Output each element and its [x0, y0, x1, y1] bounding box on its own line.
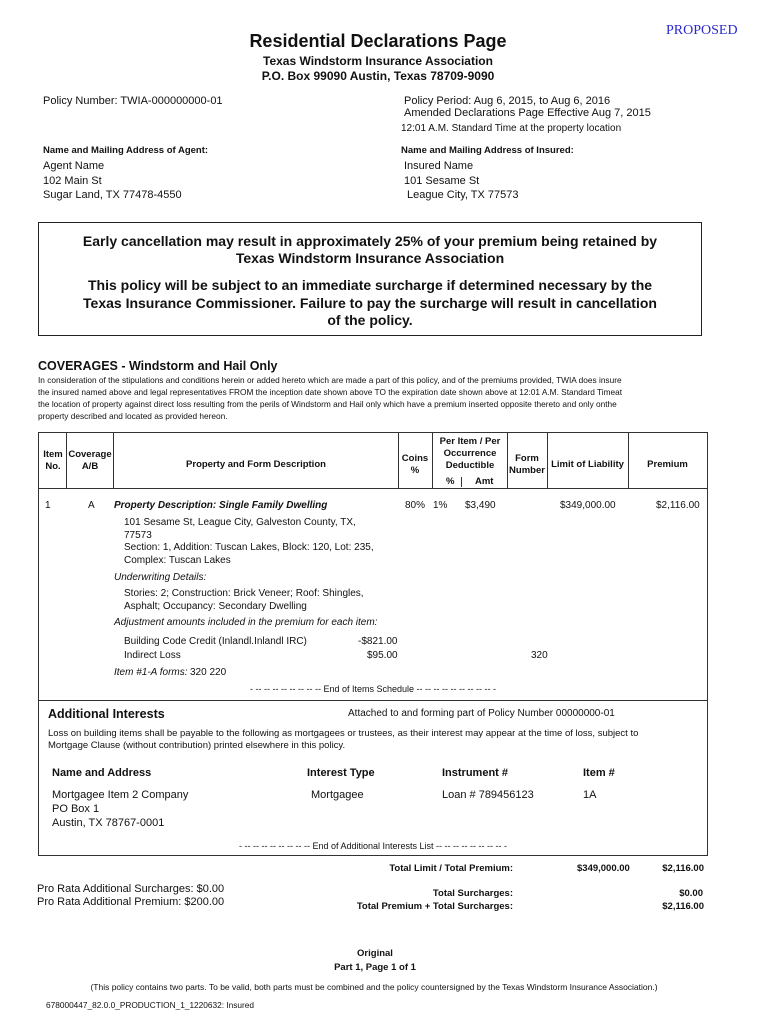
th-item-no: Item No.	[43, 449, 63, 472]
th-limit: Limit of Liability	[551, 459, 624, 470]
pro-rata-surcharges: Pro Rata Additional Surcharges: $0.00	[37, 883, 225, 895]
coverages-para-line: the insured named above and legal representatives FROM the inception date shown above TO the expiration date shown above at 12:01 A.M. Standard Timeat	[38, 387, 623, 397]
interests-top-rule	[38, 700, 708, 701]
table-right-rule	[707, 432, 708, 856]
page-title: Residential Declarations Page	[249, 31, 507, 51]
amended-date: Amended Declarations Page Effective Aug 7, 2015	[404, 107, 651, 119]
th-form-number: Form Number	[509, 453, 545, 476]
warning-line-5: of the policy.	[327, 312, 413, 328]
uw-heading: Underwriting Details:	[114, 572, 207, 583]
item-forms-label: Item #1-A forms:	[114, 667, 188, 678]
end-of-items: - -- -- -- -- -- -- -- -- End of Items Schedule -- -- -- -- -- -- -- -- -- -	[250, 684, 496, 694]
warning-line-3: This policy will be subject to an immediate surcharge if determined necessary by the	[87, 277, 653, 293]
interests-attached: Attached to and forming part of Policy Number 00000000-01	[348, 708, 615, 719]
agent-street: 102 Main St	[43, 175, 102, 187]
item-coverage: A	[88, 500, 95, 511]
item-address-line: 77573	[124, 530, 152, 541]
item-address-line: 101 Sesame St, League City, Galveston County, TX,	[124, 517, 356, 528]
insured-city: League City, TX 77573	[407, 189, 519, 201]
uw-line: Asphalt; Occupancy: Secondary Dwelling	[124, 601, 307, 612]
adj2-label: Indirect Loss	[124, 650, 181, 661]
footer-page: Part 1, Page 1 of 1	[334, 962, 416, 973]
insured-street: 101 Sesame St	[404, 175, 480, 187]
adj1-amount: -$821.00	[358, 636, 398, 647]
adj2-amount: $95.00	[367, 650, 398, 661]
item-premium: $2,116.00	[656, 500, 700, 511]
adj1-label: Building Code Credit (Inlandl.Inlandl IRC)	[124, 636, 307, 647]
table-left-rule	[38, 432, 39, 856]
insured-name: Insured Name	[404, 160, 474, 172]
warning-line-4: Texas Insurance Commissioner. Failure to pay the surcharge will result in cancellation	[83, 295, 657, 311]
item-forms-value: 320 220	[190, 667, 227, 678]
uw-line: Stories: 2; Construction: Brick Veneer; Roof: Shingles,	[124, 588, 364, 599]
th-deductible-pct: %	[446, 476, 455, 487]
interests-para: Mortgage Clause (without contribution) printed elsewhere in this policy.	[48, 740, 346, 751]
total-label: Total Limit / Total Premium:	[389, 863, 513, 874]
th-description: Property and Form Description	[186, 459, 326, 470]
coverages-heading: COVERAGES - Windstorm and Hail Only	[38, 359, 278, 373]
footer-code: 678000447_82.0.0_PRODUCTION_1_1220632: Insured	[46, 1000, 255, 1010]
th-coins: Coins %	[401, 453, 429, 476]
col-name-address: Name and Address	[52, 767, 152, 779]
org-address: P.O. Box 99090 Austin, Texas 78709-9090	[261, 69, 495, 83]
item-address-line: Section: 1, Addition: Tuscan Lakes, Block: 120, Lot: 235,	[124, 542, 374, 553]
time-note: 12:01 A.M. Standard Time at the property location	[401, 123, 622, 134]
policy-number: Policy Number: TWIA-000000000-01	[43, 95, 223, 107]
agent-city: Sugar Land, TX 77478-4550	[43, 189, 182, 201]
deductible-divider	[461, 477, 462, 487]
item-ded-amt: $3,490	[465, 500, 496, 511]
footer-note: (This policy contains two parts. To be valid, both parts must be combined and the policy countersigned by the Texas Windstorm Insurance Association.)	[90, 982, 658, 992]
interest-item-value: 1A	[583, 789, 597, 801]
adj-heading: Adjustment amounts included in the premium for each item:	[114, 617, 378, 628]
interests-para: Loss on building items shall be payable to the following as mortgagees or trustees, as their interest may appear at the time of loss, subject to	[48, 728, 639, 739]
grand-total-value: $2,116.00	[662, 901, 704, 912]
item-address-line: Complex: Tuscan Lakes	[124, 555, 231, 566]
total-premium: $2,116.00	[662, 863, 704, 874]
item-coins: 80%	[405, 500, 426, 511]
total-surcharges-label: Total Surcharges:	[432, 888, 513, 899]
mortgagee-po: PO Box 1	[52, 803, 100, 815]
mortgagee-name: Mortgagee Item 2 Company	[52, 789, 189, 801]
col-instrument: Instrument #	[442, 767, 509, 779]
col-item: Item #	[583, 767, 615, 779]
warning-line-1: Early cancellation may result in approximately 25% of your premium being retained by	[82, 233, 658, 249]
interest-type-value: Mortgagee	[311, 789, 364, 801]
item-no: 1	[45, 500, 51, 511]
pro-rata-premium: Pro Rata Additional Premium: $200.00	[37, 896, 225, 908]
interests-heading: Additional Interests	[48, 707, 165, 721]
end-of-interests: - -- -- -- -- -- -- -- -- End of Additional Interests List -- -- -- -- -- -- -- -- -	[239, 841, 507, 851]
insured-heading: Name and Mailing Address of Insured:	[401, 145, 574, 156]
adj2-form: 320	[531, 650, 548, 661]
grand-total-label: Total Premium + Total Surcharges:	[356, 901, 513, 912]
proposed-stamp: PROPOSED	[666, 23, 738, 38]
interests-bottom-rule	[38, 855, 708, 856]
item-limit: $349,000.00	[560, 500, 616, 511]
coverages-para-line: In consideration of the stipulations and conditions herein or added hereto which are made a part of this policy, and of the premiums provided, TWIA does insure	[38, 375, 622, 385]
agent-heading: Name and Mailing Address of Agent:	[43, 145, 209, 156]
agent-name: Agent Name	[43, 160, 105, 172]
table-top-rule	[38, 432, 708, 433]
th-premium: Premium	[647, 459, 688, 470]
policy-period: Policy Period: Aug 6, 2015, to Aug 6, 2016	[404, 95, 611, 107]
warning-line-2: Texas Windstorm Insurance Association	[235, 250, 505, 266]
col-rule	[432, 432, 433, 488]
org-name: Texas Windstorm Insurance Association	[263, 54, 493, 68]
th-deductible-amt: Amt	[475, 476, 494, 487]
col-interest-type: Interest Type	[307, 767, 375, 779]
item-ded-pct: 1%	[433, 500, 448, 511]
total-surcharges-value: $0.00	[679, 888, 703, 899]
th-deductible: Per Item / Per Occurrence Deductible	[439, 436, 501, 471]
item-description: Property Description: Single Family Dwelling	[114, 500, 328, 511]
mortgagee-city: Austin, TX 78767-0001	[52, 817, 165, 829]
th-coverage: Coverage A/B	[68, 449, 112, 472]
coverages-para-line: the location of property against direct loss resulting from the perils of Windstorm and Hail only which have a premium inserted opposite thereto and only onthe	[38, 399, 617, 409]
total-limit: $349,000.00	[577, 863, 630, 874]
footer-original: Original	[357, 948, 393, 959]
coverages-para-line: property described and located as provided hereon.	[38, 411, 228, 421]
instrument-value: Loan # 789456123	[442, 789, 534, 801]
